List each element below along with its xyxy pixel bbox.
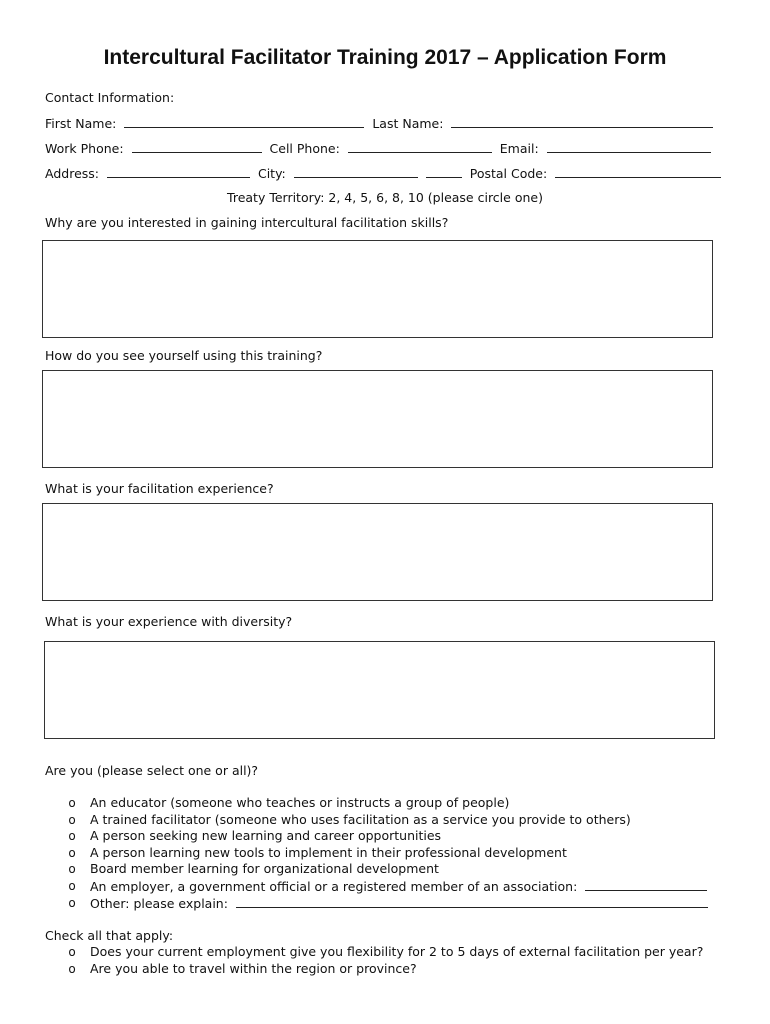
option-employer-label: An employer, a government official or a registered member of an association: [90, 879, 578, 894]
option-other [90, 895, 708, 912]
check-flexibility: Does your current employment give you flexibility for 2 to 5 days of external facilitation per year? [90, 944, 704, 959]
answer-box-interest[interactable] [42, 240, 713, 338]
bullet-icon[interactable]: o [68, 879, 76, 893]
option-board-member: Board member learning for organizational development [90, 861, 439, 876]
work-phone-label: Work Phone: [45, 141, 124, 156]
other-explain-field[interactable] [236, 895, 708, 908]
address-field[interactable] [107, 165, 250, 178]
address-row [45, 165, 721, 182]
work-phone-field[interactable] [132, 140, 262, 153]
phone-row [45, 140, 711, 157]
bullet-icon[interactable]: o [68, 896, 76, 910]
cell-phone-label: Cell Phone: [269, 141, 340, 156]
answer-box-diversity[interactable] [44, 641, 715, 739]
bullet-icon[interactable]: o [68, 813, 76, 827]
answer-box-usage[interactable] [42, 370, 713, 468]
option-employer [90, 878, 707, 895]
question-facilitation: What is your facilitation experience? [45, 481, 274, 496]
bullet-icon[interactable]: o [68, 846, 76, 860]
city-extra-field[interactable] [426, 165, 462, 178]
email-field[interactable] [547, 140, 711, 153]
email-label: Email: [499, 141, 539, 156]
check-travel: Are you able to travel within the region or province? [90, 961, 417, 976]
postal-code-label: Postal Code: [469, 166, 548, 181]
option-other-label: Other: please explain: [90, 896, 228, 911]
option-professional-development: A person learning new tools to implement in their professional development [90, 845, 567, 860]
last-name-label: Last Name: [372, 116, 444, 131]
are-you-heading: Are you (please select one or all)? [45, 763, 259, 778]
bullet-icon[interactable]: o [68, 962, 76, 976]
bullet-icon[interactable]: o [68, 829, 76, 843]
option-trained-facilitator: A trained facilitator (someone who uses facilitation as a service you provide to others) [90, 812, 631, 827]
question-interest: Why are you interested in gaining intercultural facilitation skills? [45, 215, 449, 230]
city-field[interactable] [294, 165, 418, 178]
check-all-heading: Check all that apply: [45, 928, 174, 943]
form-title: Intercultural Facilitator Training 2017 – Application Form [103, 46, 667, 69]
cell-phone-field[interactable] [348, 140, 492, 153]
address-label: Address: [45, 166, 99, 181]
question-diversity: What is your experience with diversity? [45, 614, 293, 629]
treaty-territory[interactable]: Treaty Territory: 2, 4, 5, 6, 8, 10 (please circle one) [227, 190, 543, 205]
bullet-icon[interactable]: o [68, 796, 76, 810]
city-label: City: [257, 166, 286, 181]
first-name-row [45, 115, 713, 132]
question-usage: How do you see yourself using this training? [45, 348, 323, 363]
option-new-learning: A person seeking new learning and career opportunities [90, 828, 442, 843]
first-name-label: First Name: [45, 116, 117, 131]
contact-heading: Contact Information: [45, 90, 175, 105]
answer-box-facilitation[interactable] [42, 503, 713, 601]
bullet-icon[interactable]: o [68, 945, 76, 959]
bullet-icon[interactable]: o [68, 862, 76, 876]
postal-code-field[interactable] [555, 165, 721, 178]
employer-field[interactable] [585, 878, 707, 891]
first-name-field[interactable] [124, 115, 364, 128]
option-educator: An educator (someone who teaches or instructs a group of people) [90, 795, 510, 810]
last-name-field[interactable] [451, 115, 713, 128]
